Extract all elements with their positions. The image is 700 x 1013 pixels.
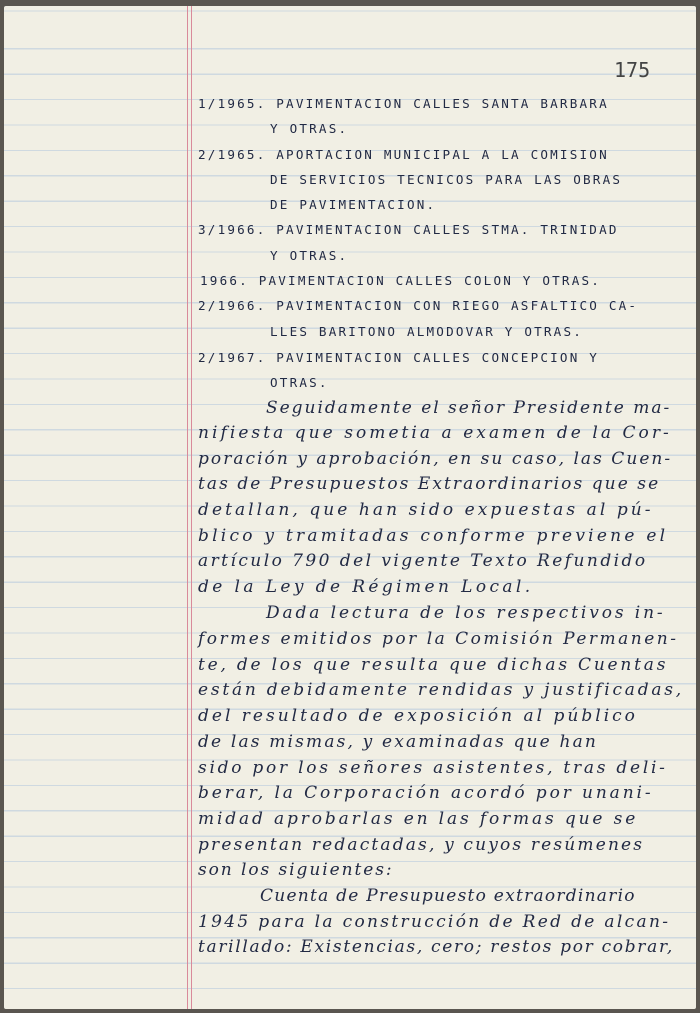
typed-list-line: DE PAVIMENTACION.: [270, 197, 437, 212]
typed-list-line: Y OTRAS.: [270, 248, 349, 263]
handwritten-line: poración y aprobación, en su caso, las Cuen-: [198, 449, 673, 469]
handwritten-line: te, de los que resulta que dichas Cuentas: [198, 655, 669, 675]
page-number: 175: [614, 58, 651, 82]
handwritten-line: presentan redactadas, y cuyos resúmenes: [198, 835, 645, 855]
handwritten-line: artículo 790 del vigente Texto Refundido: [198, 551, 648, 571]
handwritten-line: berar, la Corporación acordó por unani-: [198, 783, 654, 803]
typed-list-line: DE SERVICIOS TECNICOS PARA LAS OBRAS: [270, 172, 623, 187]
handwritten-line: Dada lectura de los respectivos in-: [266, 603, 666, 623]
handwritten-line: blico y tramitadas conforme previene el: [198, 526, 669, 546]
handwritten-line: midad aprobarlas en las formas que se: [198, 809, 639, 829]
handwritten-line: Cuenta de Presupuesto extraordinario: [260, 886, 636, 906]
typed-list-line: 3/1966. PAVIMENTACION CALLES STMA. TRINIDAD: [198, 222, 619, 237]
typed-list-line: OTRAS.: [270, 375, 329, 390]
typed-list-line: 1/1965. PAVIMENTACION CALLES SANTA BARBARA: [198, 96, 609, 111]
typed-list-line: 2/1967. PAVIMENTACION CALLES CONCEPCION Y: [198, 350, 600, 365]
handwritten-line: Seguidamente el señor Presidente ma-: [266, 398, 672, 418]
handwritten-line: están debidamente rendidas y justificadas,: [198, 680, 684, 700]
handwritten-line: son los siguientes:: [198, 860, 394, 880]
handwritten-line: tarillado: Existencias, cero; restos por cobrar,: [198, 937, 675, 957]
handwritten-line: sido por los señores asistentes, tras deli-: [198, 758, 668, 778]
ledger-page: [4, 6, 696, 1009]
typed-list-line: 1966. PAVIMENTACION CALLES COLON Y OTRAS.: [200, 273, 602, 288]
handwritten-line: 1945 para la construcción de Red de alcan-: [198, 912, 671, 932]
handwritten-line: tas de Presupuestos Extraordinarios que se: [198, 474, 661, 494]
typed-list-line: Y OTRAS.: [270, 121, 349, 136]
typed-list-line: 2/1966. PAVIMENTACION CON RIEGO ASFALTICO CA-: [198, 298, 639, 313]
handwritten-line: detallan, que han sido expuestas al pú-: [198, 500, 654, 520]
handwritten-line: nifiesta que sometia a examen de la Cor-: [198, 423, 672, 443]
handwritten-line: de las mismas, y examinadas que han: [198, 732, 599, 752]
handwritten-line: formes emitidos por la Comisión Permanen-: [198, 629, 679, 649]
handwritten-line: de la Ley de Régimen Local.: [198, 577, 534, 597]
typed-list-line: LLES BARITONO ALMODOVAR Y OTRAS.: [270, 324, 584, 339]
typed-list-line: 2/1965. APORTACION MUNICIPAL A LA COMISION: [198, 147, 609, 162]
text-body: [4, 6, 696, 1009]
handwritten-line: del resultado de exposición al público: [198, 706, 638, 726]
